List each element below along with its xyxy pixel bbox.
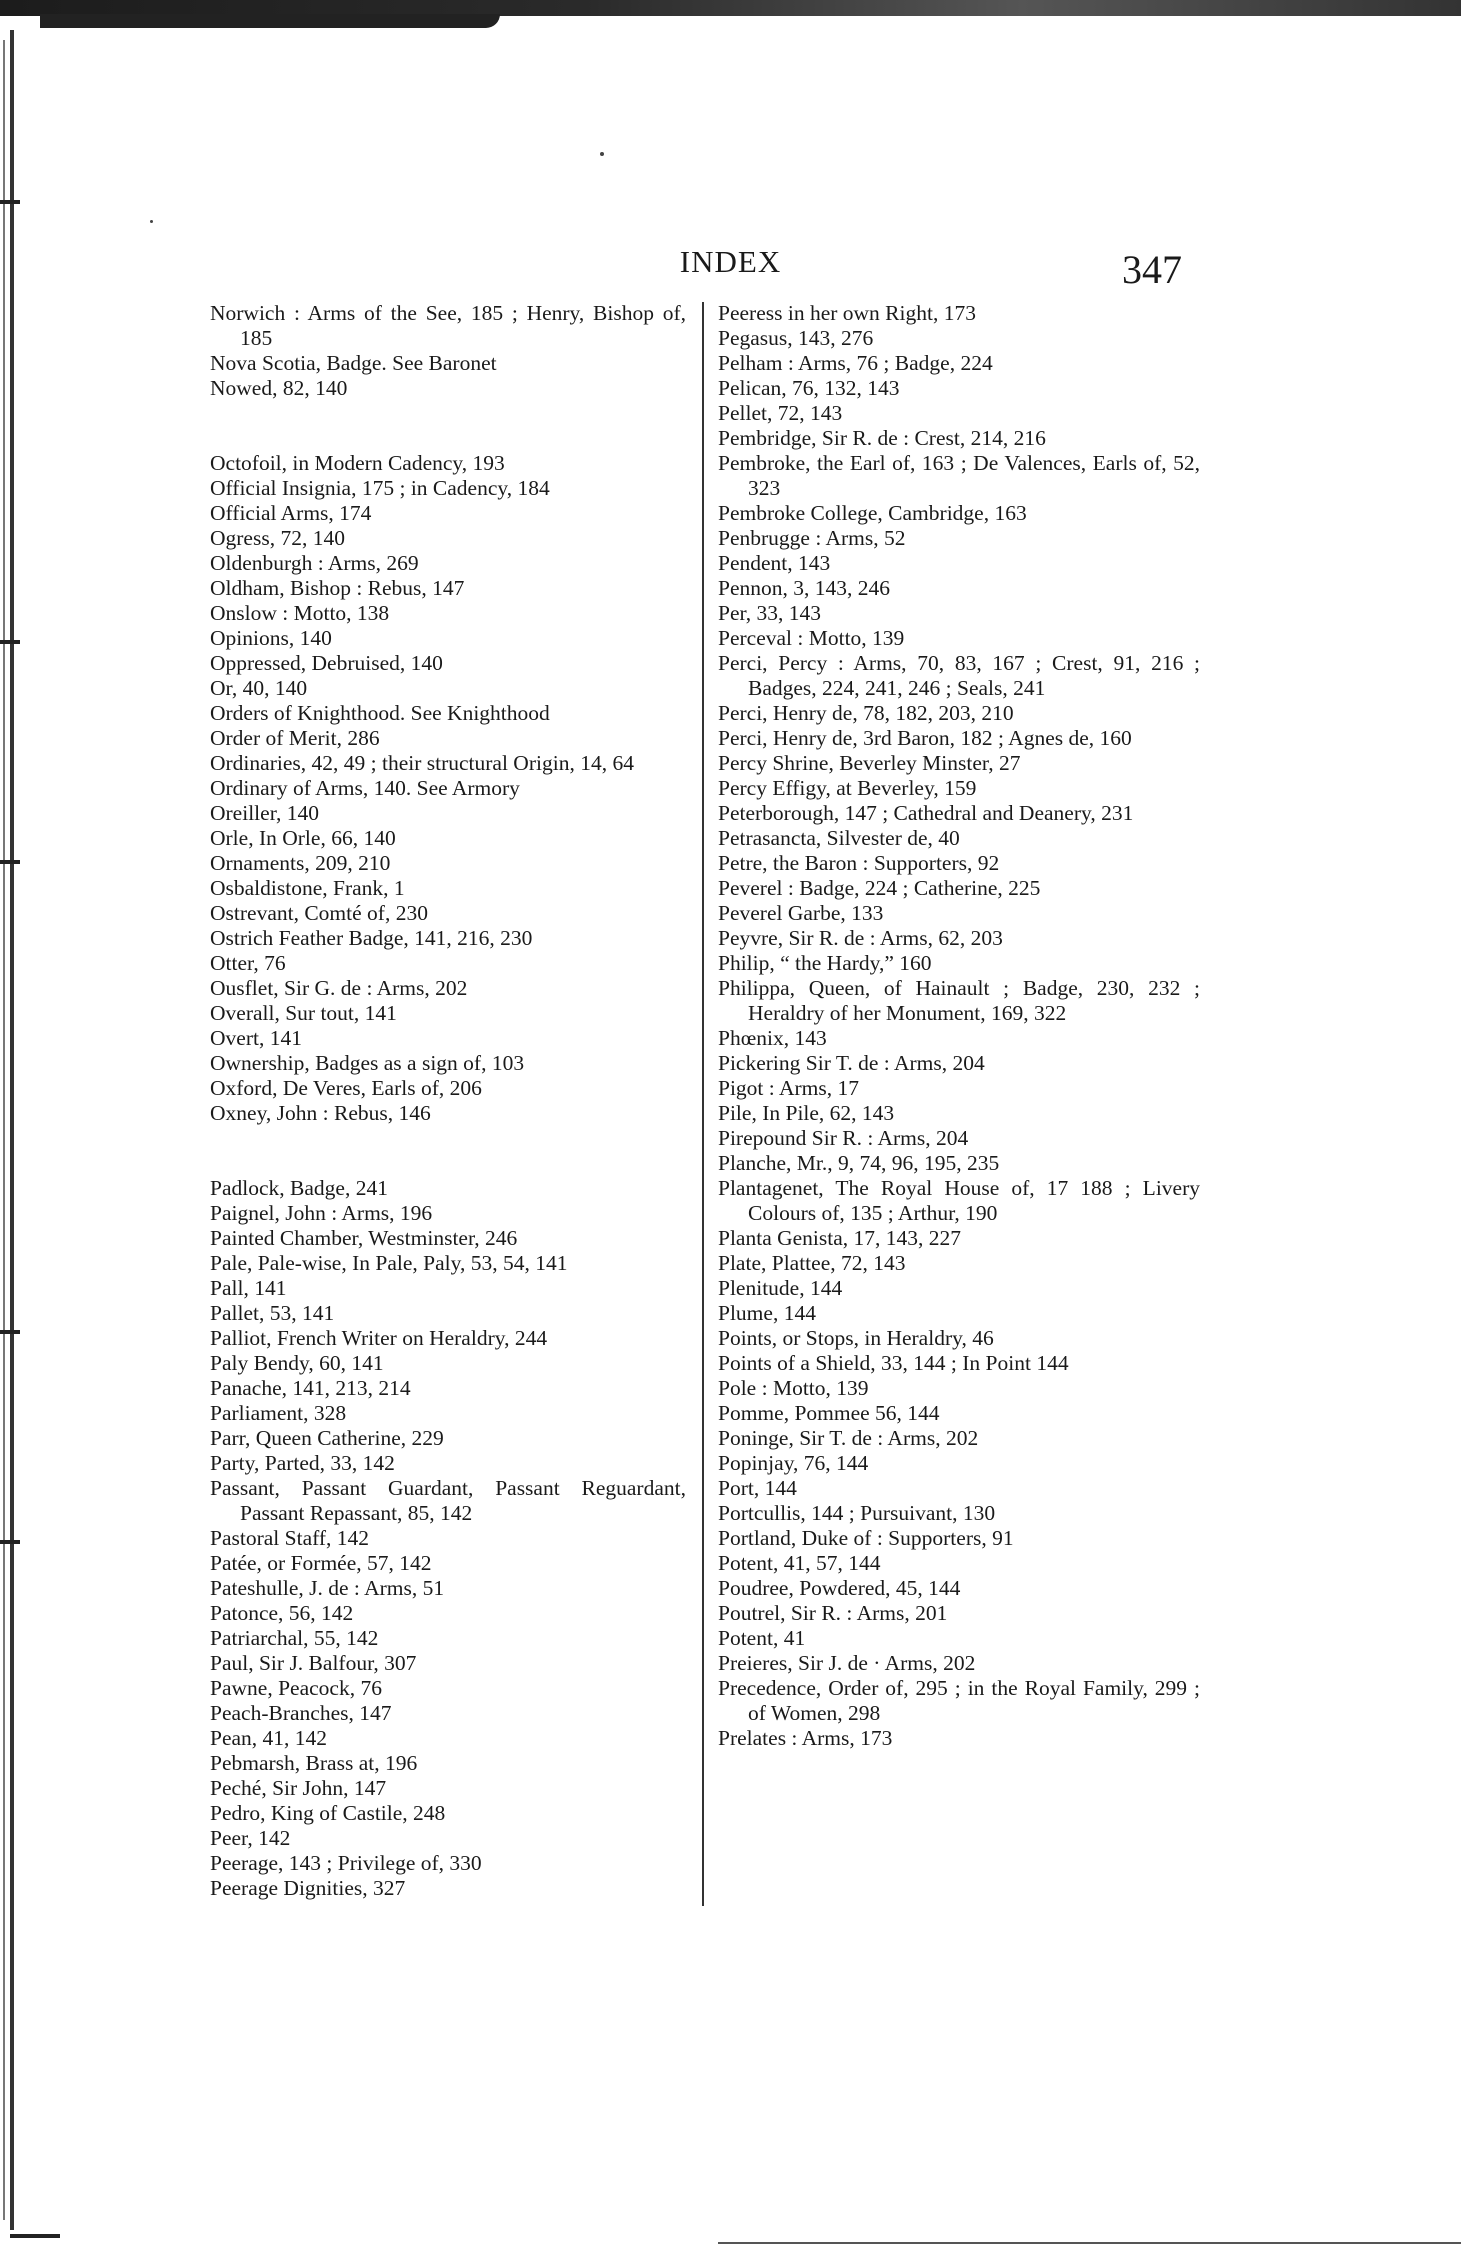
index-entry: Overall, Sur tout, 141 bbox=[210, 1001, 397, 1025]
index-entry: Pirepound Sir R. : Arms, 204 bbox=[718, 1126, 969, 1150]
index-entry: Pole : Motto, 139 bbox=[718, 1376, 869, 1400]
index-entry: Preieres, Sir J. de · Arms, 202 bbox=[718, 1651, 976, 1675]
scan-left-mark bbox=[0, 860, 20, 864]
index-entry: Pembroke College, Cambridge, 163 bbox=[718, 501, 1027, 525]
index-column-left bbox=[210, 301, 686, 1901]
index-entry: Ownership, Badges as a sign of, 103 bbox=[210, 1051, 525, 1075]
index-entry: Official Arms, 174 bbox=[210, 501, 372, 525]
index-entry: Philip, “ the Hardy,” 160 bbox=[718, 951, 932, 975]
index-entry: Pile, In Pile, 62, 143 bbox=[718, 1101, 895, 1125]
index-entry: Octofoil, in Modern Cadency, 193 bbox=[210, 451, 505, 475]
index-entry: Plantagenet, The Royal House of, 17 188 ; Livery Colours of, 135 ; Arthur, 190 bbox=[718, 1176, 1200, 1225]
index-entry: Painted Chamber, Westminster, 246 bbox=[210, 1226, 518, 1250]
index-entry: Pebmarsh, Brass at, 196 bbox=[210, 1751, 418, 1775]
section-gap bbox=[210, 1126, 686, 1176]
index-entry: Port, 144 bbox=[718, 1476, 797, 1500]
index-entry: Potent, 41 bbox=[718, 1626, 806, 1650]
page-number: 347 bbox=[1122, 247, 1182, 292]
index-entry: Peterborough, 147 ; Cathedral and Deanery, 231 bbox=[718, 801, 1134, 825]
index-entry: Perci, Henry de, 78, 182, 203, 210 bbox=[718, 701, 1014, 725]
index-entry: Ordinaries, 42, 49 ; their structural Origin, 14, 64 bbox=[210, 751, 634, 775]
scan-bottom-corner bbox=[10, 2234, 60, 2238]
index-entry: Ostrevant, Comté of, 230 bbox=[210, 901, 428, 925]
scan-bottom-rule bbox=[718, 2242, 1461, 2244]
index-entry: Opinions, 140 bbox=[210, 626, 332, 650]
index-entry: Norwich : Arms of the See, 185 ; Henry, Bishop of, 185 bbox=[210, 301, 686, 350]
section-gap bbox=[210, 401, 686, 451]
index-entry: Planta Genista, 17, 143, 227 bbox=[718, 1226, 962, 1250]
index-entry: Orders of Knighthood. See Knighthood bbox=[210, 701, 550, 725]
index-entry: Overt, 141 bbox=[210, 1026, 302, 1050]
index-entry: Panache, 141, 213, 214 bbox=[210, 1376, 411, 1400]
index-entry: Order of Merit, 286 bbox=[210, 726, 380, 750]
index-entry: Pickering Sir T. de : Arms, 204 bbox=[718, 1051, 985, 1075]
scan-left-edge bbox=[10, 30, 14, 2230]
index-entry: Nova Scotia, Badge. See Baronet bbox=[210, 351, 497, 375]
index-entry: Perceval : Motto, 139 bbox=[718, 626, 905, 650]
index-entry: Oldenburgh : Arms, 269 bbox=[210, 551, 419, 575]
index-entry: Pomme, Pommee 56, 144 bbox=[718, 1401, 940, 1425]
index-entry: Ornaments, 209, 210 bbox=[210, 851, 391, 875]
index-column-right bbox=[718, 301, 1200, 1751]
index-entry: Pawne, Peacock, 76 bbox=[210, 1676, 382, 1700]
index-entry: Ogress, 72, 140 bbox=[210, 526, 345, 550]
index-entry: Planche, Mr., 9, 74, 96, 195, 235 bbox=[718, 1151, 1000, 1175]
running-title: INDEX bbox=[679, 244, 782, 279]
index-entry: Pembroke, the Earl of, 163 ; De Valences, Earls of, 52, 323 bbox=[718, 451, 1200, 500]
index-entry: Pigot : Arms, 17 bbox=[718, 1076, 859, 1100]
index-entry: Poninge, Sir T. de : Arms, 202 bbox=[718, 1426, 979, 1450]
scan-left-mark bbox=[0, 1540, 20, 1544]
index-entry: Patée, or Formée, 57, 142 bbox=[210, 1551, 432, 1575]
index-entry: Peerage Dignities, 327 bbox=[210, 1876, 406, 1900]
index-entry: Pennon, 3, 143, 246 bbox=[718, 576, 890, 600]
index-entry: Petre, the Baron : Supporters, 92 bbox=[718, 851, 1000, 875]
index-entry: Passant, Passant Guardant, Passant Reguardant, Passant Repassant, 85, 142 bbox=[210, 1476, 686, 1525]
index-entry: Points, or Stops, in Heraldry, 46 bbox=[718, 1326, 994, 1350]
index-entry: Peyvre, Sir R. de : Arms, 62, 203 bbox=[718, 926, 1003, 950]
index-entry: Paignel, John : Arms, 196 bbox=[210, 1201, 433, 1225]
index-entry: Parr, Queen Catherine, 229 bbox=[210, 1426, 444, 1450]
index-entry: Prelates : Arms, 173 bbox=[718, 1726, 893, 1750]
index-entry: Palliot, French Writer on Heraldry, 244 bbox=[210, 1326, 548, 1350]
index-entry: Pale, Pale-wise, In Pale, Paly, 53, 54, 141 bbox=[210, 1251, 568, 1275]
index-entry: Peché, Sir John, 147 bbox=[210, 1776, 387, 1800]
index-entry: Pean, 41, 142 bbox=[210, 1726, 328, 1750]
index-entry: Paul, Sir J. Balfour, 307 bbox=[210, 1651, 417, 1675]
index-entry: Pall, 141 bbox=[210, 1276, 287, 1300]
scan-left-edge-shadow bbox=[3, 40, 5, 2220]
scan-speck bbox=[600, 152, 604, 156]
index-entry: Peeress in her own Right, 173 bbox=[718, 301, 976, 325]
index-entry: Pedro, King of Castile, 248 bbox=[210, 1801, 446, 1825]
index-entry: Peverel : Badge, 224 ; Catherine, 225 bbox=[718, 876, 1041, 900]
index-entry: Peverel Garbe, 133 bbox=[718, 901, 884, 925]
index-entry: Peer, 142 bbox=[210, 1826, 291, 1850]
index-entry: Petrasancta, Silvester de, 40 bbox=[718, 826, 960, 850]
index-entry: Orle, In Orle, 66, 140 bbox=[210, 826, 396, 850]
scan-left-mark bbox=[0, 200, 20, 204]
index-entry: Portland, Duke of : Supporters, 91 bbox=[718, 1526, 1014, 1550]
scan-speck bbox=[150, 220, 153, 223]
index-entry: Peach-Branches, 147 bbox=[210, 1701, 392, 1725]
index-entry: Pendent, 143 bbox=[718, 551, 831, 575]
scan-top-shadow bbox=[40, 14, 500, 28]
index-entry: Phœnix, 143 bbox=[718, 1026, 827, 1050]
scan-left-mark bbox=[0, 640, 20, 644]
index-entry: Perci, Henry de, 3rd Baron, 182 ; Agnes de, 160 bbox=[718, 726, 1132, 750]
index-entry: Pallet, 53, 141 bbox=[210, 1301, 335, 1325]
index-entry: Pateshulle, J. de : Arms, 51 bbox=[210, 1576, 445, 1600]
index-entry: Plate, Plattee, 72, 143 bbox=[718, 1251, 906, 1275]
index-entry: Pegasus, 143, 276 bbox=[718, 326, 874, 350]
index-entry: Oldham, Bishop : Rebus, 147 bbox=[210, 576, 465, 600]
index-entry: Popinjay, 76, 144 bbox=[718, 1451, 869, 1475]
index-entry: Parliament, 328 bbox=[210, 1401, 347, 1425]
index-entry: Onslow : Motto, 138 bbox=[210, 601, 390, 625]
index-entry: Oppressed, Debruised, 140 bbox=[210, 651, 443, 675]
index-entry: Pellet, 72, 143 bbox=[718, 401, 843, 425]
index-entry: Ostrich Feather Badge, 141, 216, 230 bbox=[210, 926, 533, 950]
index-entry: Penbrugge : Arms, 52 bbox=[718, 526, 906, 550]
column-rule bbox=[702, 302, 704, 1906]
index-entry: Percy Effigy, at Beverley, 159 bbox=[718, 776, 977, 800]
index-entry: Plume, 144 bbox=[718, 1301, 816, 1325]
index-entry: Peerage, 143 ; Privilege of, 330 bbox=[210, 1851, 482, 1875]
index-entry: Otter, 76 bbox=[210, 951, 286, 975]
index-entry: Pastoral Staff, 142 bbox=[210, 1526, 370, 1550]
index-entry: Points of a Shield, 33, 144 ; In Point 144 bbox=[718, 1351, 1069, 1375]
index-entry: Paly Bendy, 60, 141 bbox=[210, 1351, 384, 1375]
index-entry: Party, Parted, 33, 142 bbox=[210, 1451, 395, 1475]
index-entry: Per, 33, 143 bbox=[718, 601, 822, 625]
index-entry: Portcullis, 144 ; Pursuivant, 130 bbox=[718, 1501, 996, 1525]
index-entry: Plenitude, 144 bbox=[718, 1276, 843, 1300]
index-entry: Pelican, 76, 132, 143 bbox=[718, 376, 900, 400]
index-entry: Osbaldistone, Frank, 1 bbox=[210, 876, 405, 900]
index-entry: Ordinary of Arms, 140. See Armory bbox=[210, 776, 520, 800]
index-entry: Potent, 41, 57, 144 bbox=[718, 1551, 881, 1575]
index-entry: Pembridge, Sir R. de : Crest, 214, 216 bbox=[718, 426, 1046, 450]
index-entry: Oxford, De Veres, Earls of, 206 bbox=[210, 1076, 482, 1100]
index-entry: Poudree, Powdered, 45, 144 bbox=[718, 1576, 961, 1600]
index-entry: Official Insignia, 175 ; in Cadency, 184 bbox=[210, 476, 550, 500]
index-entry: Poutrel, Sir R. : Arms, 201 bbox=[718, 1601, 948, 1625]
index-entry: Patriarchal, 55, 142 bbox=[210, 1626, 379, 1650]
index-entry: Oxney, John : Rebus, 146 bbox=[210, 1101, 431, 1125]
index-entry: Or, 40, 140 bbox=[210, 676, 308, 700]
index-entry: Percy Shrine, Beverley Minster, 27 bbox=[718, 751, 1021, 775]
index-entry: Philippa, Queen, of Hainault ; Badge, 230, 232 ; Heraldry of her Monument, 169, 322 bbox=[718, 976, 1200, 1025]
scan-left-mark bbox=[0, 1330, 20, 1334]
index-entry: Patonce, 56, 142 bbox=[210, 1601, 354, 1625]
index-entry: Ousflet, Sir G. de : Arms, 202 bbox=[210, 976, 468, 1000]
index-entry: Padlock, Badge, 241 bbox=[210, 1176, 388, 1200]
index-entry: Nowed, 82, 140 bbox=[210, 376, 348, 400]
index-entry: Pelham : Arms, 76 ; Badge, 224 bbox=[718, 351, 993, 375]
index-entry: Precedence, Order of, 295 ; in the Royal Family, 299 ; of Women, 298 bbox=[718, 1676, 1200, 1725]
index-entry: Oreiller, 140 bbox=[210, 801, 319, 825]
index-entry: Perci, Percy : Arms, 70, 83, 167 ; Crest, 91, 216 ; Badges, 224, 241, 246 ; Seals, 241 bbox=[718, 651, 1200, 700]
